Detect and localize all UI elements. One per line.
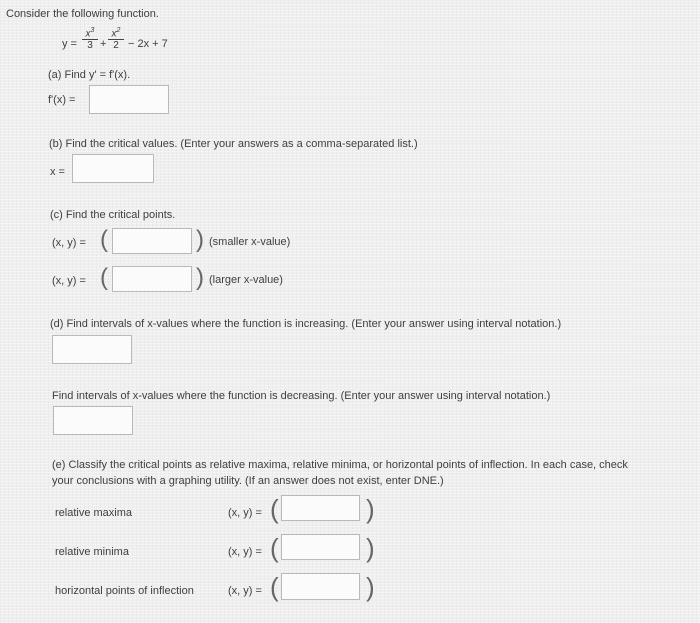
- open-paren: (: [270, 572, 279, 602]
- part-d-decreasing-prompt: Find intervals of x-values where the function is decreasing. (Enter your answer using interval notation.): [52, 390, 551, 402]
- open-paren: (: [100, 264, 108, 291]
- critical-point-smaller-input[interactable]: [112, 228, 192, 254]
- relative-maxima-label: relative maxima: [55, 507, 133, 519]
- close-paren: ): [366, 572, 375, 602]
- part-b-prompt: (b) Find the critical values. (Enter your answers as a comma-separated list.): [49, 138, 418, 150]
- increasing-interval-input[interactable]: [52, 335, 132, 364]
- part-b-label: x =: [50, 166, 65, 178]
- decreasing-interval-input[interactable]: [53, 406, 133, 435]
- part-c-prompt: (c) Find the critical points.: [50, 209, 176, 221]
- close-paren: ): [366, 533, 375, 563]
- function-lhs: y =: [62, 38, 77, 50]
- open-paren: (: [270, 533, 279, 563]
- critical-point-1-note: (smaller x-value): [209, 236, 291, 248]
- inflection-xy-label: (x, y) =: [228, 585, 262, 597]
- relative-minima-label: relative minima: [55, 546, 129, 558]
- close-paren: ): [196, 264, 204, 291]
- relative-minima-input[interactable]: [281, 534, 360, 560]
- critical-point-2-note: (larger x-value): [209, 274, 283, 286]
- part-a-label: f'(x) =: [48, 94, 76, 106]
- critical-values-input[interactable]: [72, 154, 154, 183]
- relative-maxima-xy-label: (x, y) =: [228, 507, 262, 519]
- relative-minima-xy-label: (x, y) =: [228, 546, 262, 558]
- intro-text: Consider the following function.: [6, 8, 159, 20]
- open-paren: (: [270, 494, 279, 524]
- part-e-prompt-line1: (e) Classify the critical points as relative maxima, relative minima, or horizontal points of inflection. In each case, check: [52, 459, 628, 471]
- critical-point-larger-input[interactable]: [112, 266, 192, 292]
- fraction-x-squared-over-2: $\frac{x^2}{2}$: [108, 27, 124, 51]
- critical-point-1-label: (x, y) =: [52, 237, 86, 249]
- close-paren: ): [366, 494, 375, 524]
- part-e-prompt-line2: your conclusions with a graphing utility. (If an answer does not exist, enter DNE.): [52, 475, 444, 487]
- part-a-prompt: (a) Find y' = f'(x).: [48, 69, 131, 81]
- function-plus: +: [100, 38, 107, 50]
- close-paren: ): [196, 226, 204, 253]
- function-rest: − 2x + 7: [128, 38, 168, 50]
- relative-maxima-input[interactable]: [281, 495, 360, 521]
- part-d-increasing-prompt: (d) Find intervals of x-values where the function is increasing. (Enter your answer using interval notation.): [50, 318, 562, 330]
- inflection-input[interactable]: [281, 573, 360, 600]
- inflection-label: horizontal points of inflection: [55, 585, 194, 597]
- derivative-input[interactable]: [89, 85, 169, 114]
- critical-point-2-label: (x, y) =: [52, 275, 86, 287]
- fraction-x-cubed-over-3: $\frac{x^3}{3}$: [82, 27, 98, 51]
- open-paren: (: [100, 226, 108, 253]
